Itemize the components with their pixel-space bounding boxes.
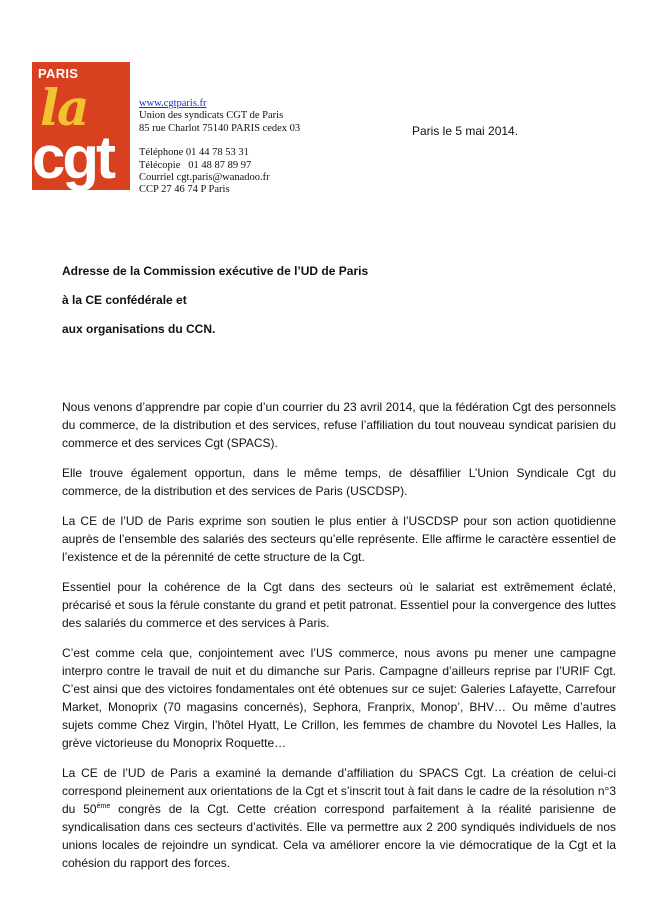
- recipient-line-3: aux organisations du CCN.: [62, 322, 216, 336]
- recipient-line-1: Adresse de la Commission exécutive de l’UD de Paris: [62, 264, 369, 278]
- letter-date: Paris le 5 mai 2014.: [412, 124, 519, 138]
- paragraph-6-superscript: ème: [96, 803, 111, 810]
- letter-body: [62, 398, 616, 884]
- paragraph-1: Nous venons d’apprendre par copie d’un courrier du 23 avril 2014, que la fédération Cgt des personnels du commerce, de la distribution et des services, refuse l’affiliation du tout nouveau syndicat parisien du commerce et des services Cgt (SPACS).: [62, 400, 616, 450]
- recipient-line-2: à la CE confédérale et: [62, 293, 187, 307]
- phone-number: Téléphone 01 44 78 53 31: [139, 147, 249, 159]
- ccp-account: CCP 27 46 74 P Paris: [139, 184, 230, 196]
- street-address: 85 rue Charlot 75140 PARIS cedex 03: [139, 122, 301, 134]
- cgt-paris-logo: [32, 62, 130, 190]
- contact-spacer: [139, 135, 300, 147]
- logo-la-text: la: [40, 78, 88, 137]
- website-link[interactable]: www.cgtparis.fr: [139, 98, 207, 109]
- paragraph-2: Elle trouve également opportun, dans le même temps, de désaffilier L’Union Syndicale Cgt du commerce, de la distribution et des services de Paris (USCDSP).: [62, 466, 616, 498]
- paragraph-3: La CE de l’UD de Paris exprime son soutien le plus entier à l’USCDSP pour son action quotidienne auprès de l’ensemble des salariés des secteurs qu’elle représente. Elle affirme le caractère essentiel de l’existence et de la pérennité de cette structure de la Cgt.: [62, 514, 616, 564]
- paragraph-4: Essentiel pour la cohérence de la Cgt dans des secteurs où le salariat est extrêmement éclaté, précarisé et sous la férule constante du grand et petit patronat. Essentiel pour la convergence des luttes des salariés du commerce et des services à Paris.: [62, 580, 616, 630]
- organization-name: Union des syndicats CGT de Paris: [139, 110, 284, 122]
- fax-number: Télécopie 01 48 87 89 97: [139, 159, 252, 171]
- email-address: Courriel cgt.paris@wanadoo.fr: [139, 172, 270, 184]
- logo-city-text: PARIS: [38, 66, 79, 81]
- logo-cgt-text: cgt: [32, 124, 113, 190]
- recipient-block: [62, 264, 368, 351]
- paragraph-5: C’est comme cela que, conjointement avec l’US commerce, nous avons pu mener une campagne interpro contre le travail de nuit et du dimanche sur Paris. Campagne d’ailleurs reprise par l’URIF Cgt. C’est ainsi que des victoires fondamentales ont été obtenues sur ce sujet: Galeries Lafayette, Carrefour Market, Monoprix (70 magasins concernés), Sephora, Franprix, Monop’, BHV… Ou même d’autres sujets comme Chez Virgin, l’hôtel Hyatt, Le Crillon, les femmes de chambre du Novotel Les Halles, la grève victorieuse du Monoprix Roquette…: [62, 646, 616, 750]
- paragraph-6: [62, 764, 616, 872]
- contact-block: [139, 98, 300, 197]
- paragraph-6-part-2: congrès de la Cgt. Cette création correspond parfaitement à la réalité parisienne de syndicalisation dans ces secteurs d’activités. Elle va permettre aux 2 200 syndiqués individuels de nos unions locales de rejoindre un syndicat. Cela va améliorer encore la vie démocratique de la Cgt et la cohésion du rapport des forces.: [62, 802, 616, 870]
- paragraph-6-part-1: La CE de l’UD de Paris a examiné la demande d’affiliation du SPACS Cgt. La création de celui-ci correspond pleinement aux orientations de la Cgt et s’inscrit tout à fait dans le cadre de la résolution n°3 du 50: [62, 766, 616, 816]
